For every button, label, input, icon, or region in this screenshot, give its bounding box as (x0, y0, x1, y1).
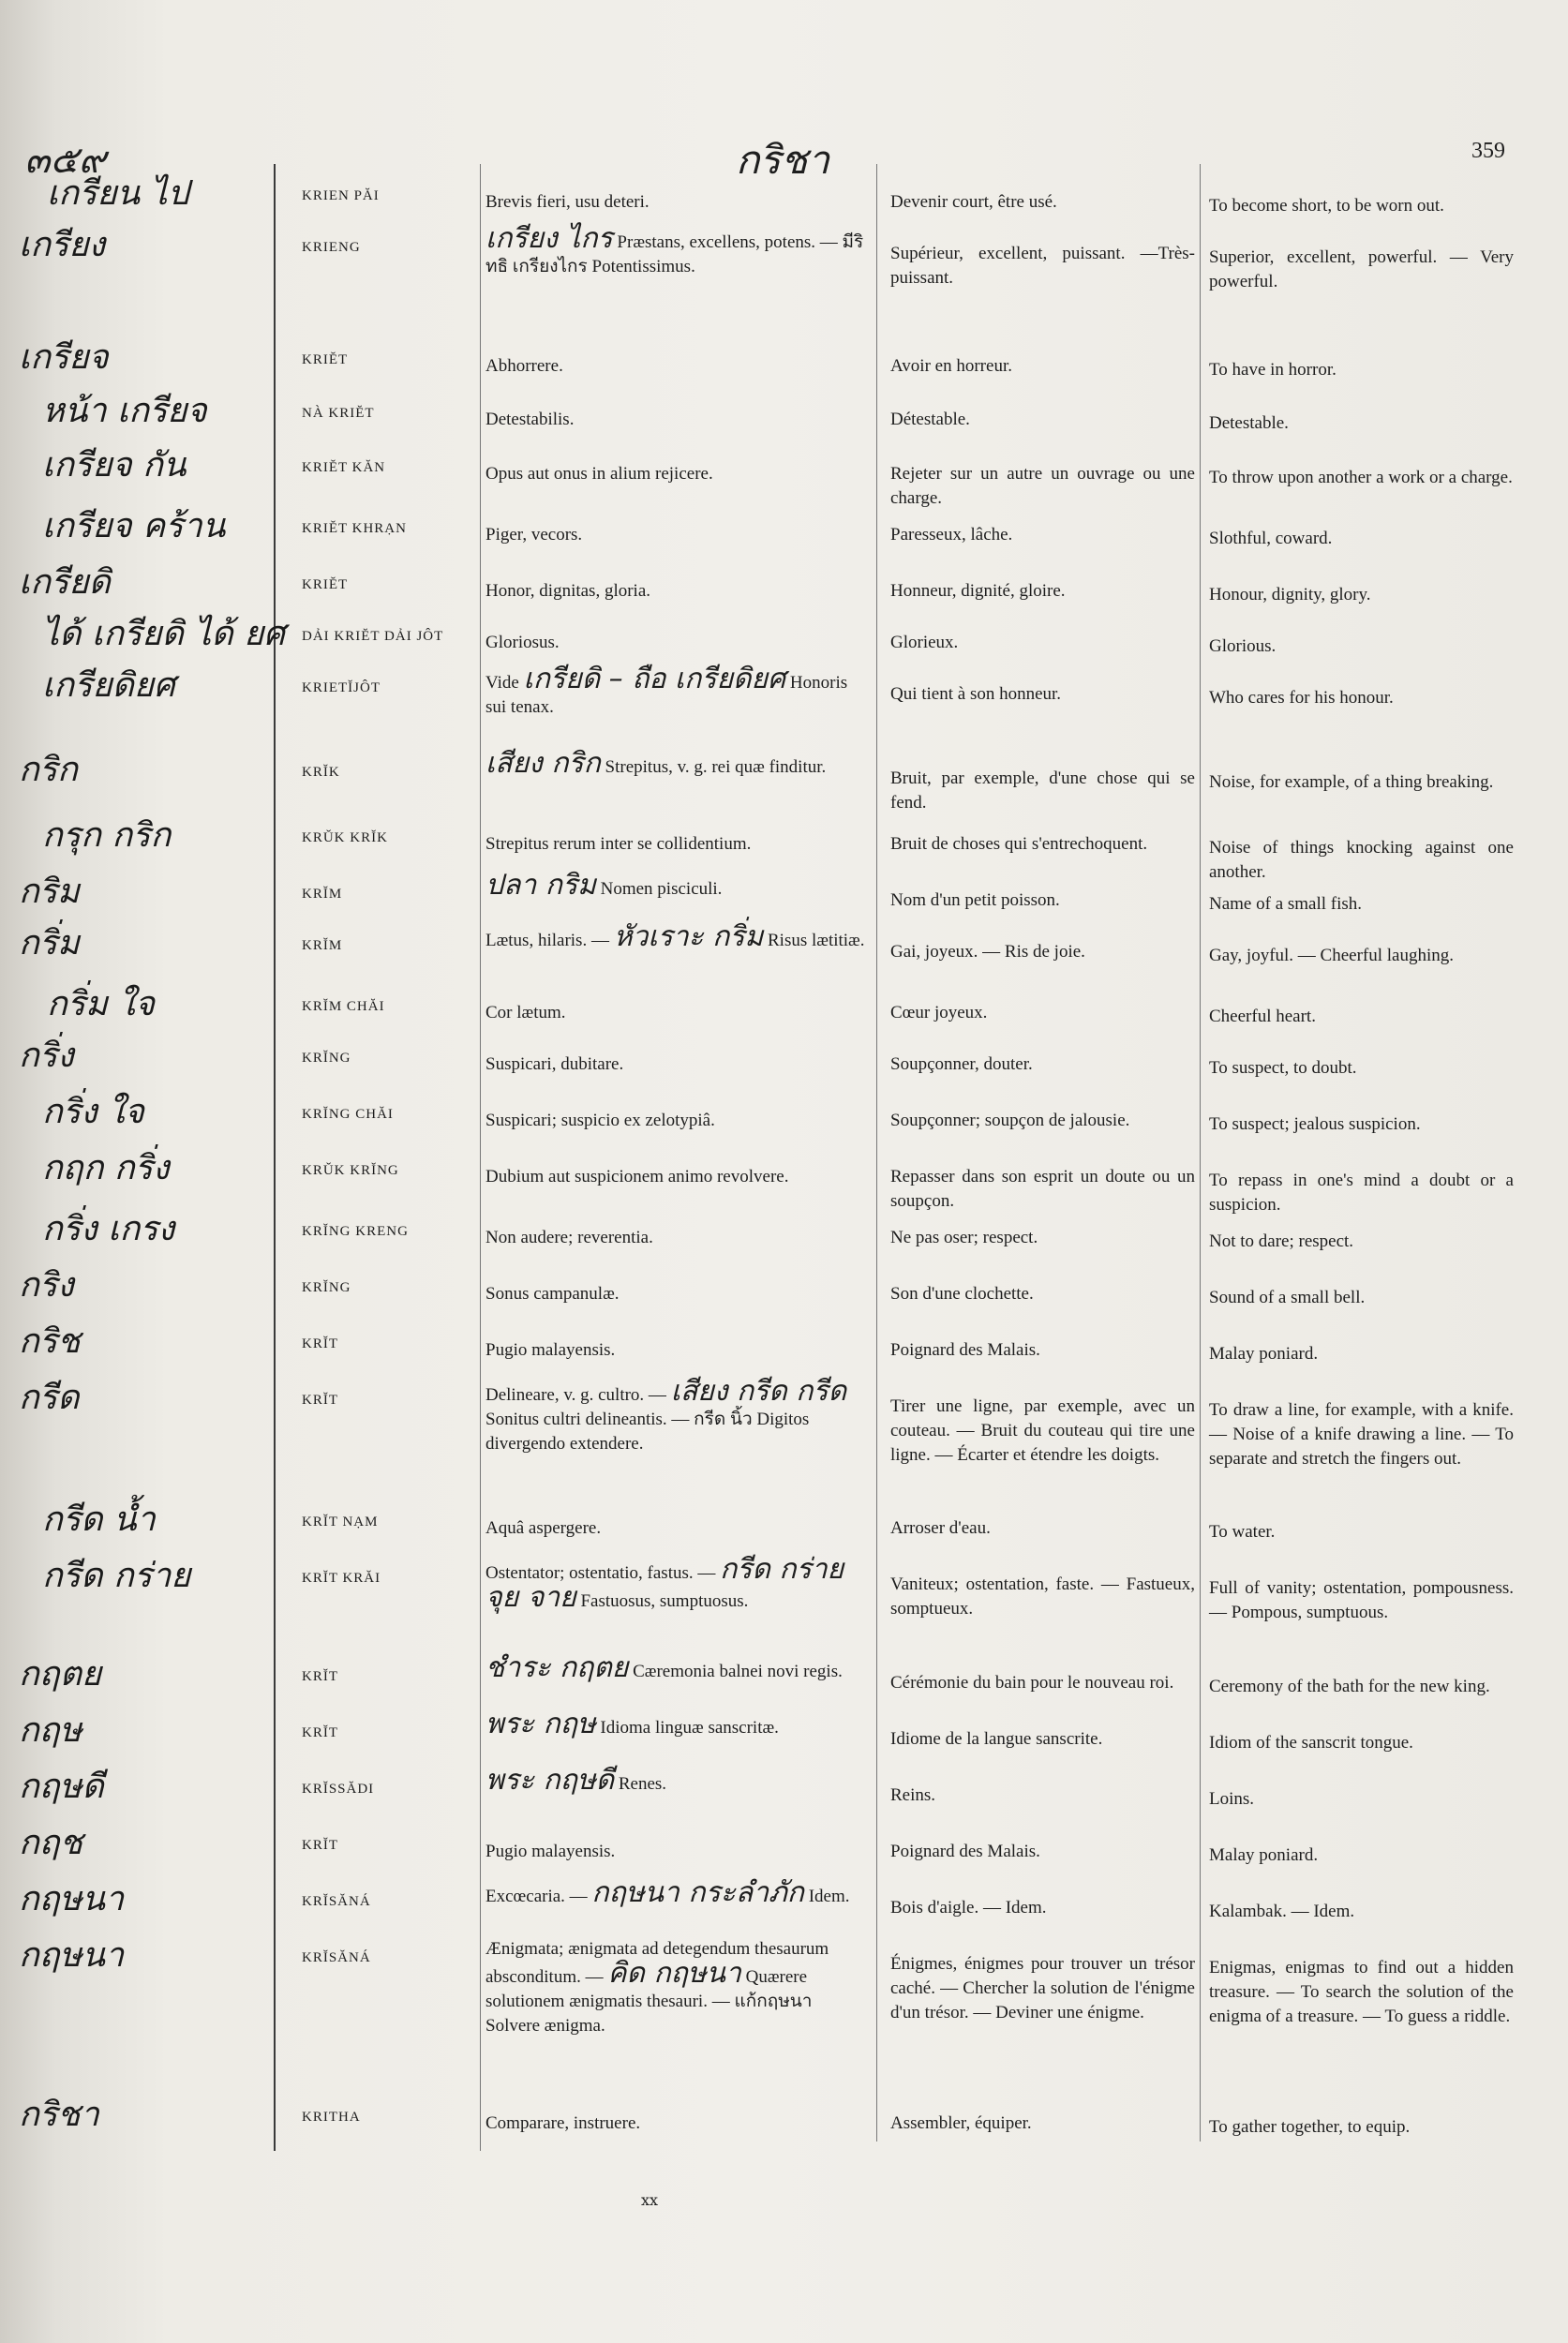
latin-text-after: Quærere solutionem ænigmatis thesauri. — แก้กฤษนา Solvere ænigma. (485, 1967, 813, 2036)
thai-headword: กริก (19, 751, 78, 789)
latin-definition (485, 1278, 870, 1306)
latin-definition (485, 747, 870, 780)
column-rule-headword (274, 164, 276, 2151)
latin-text: Piger, vecors. (485, 525, 583, 545)
thai-headword: กริช (19, 1322, 81, 1361)
romanization: KRIĔT KHRẠN (302, 521, 407, 536)
latin-definition (485, 1708, 870, 1740)
latin-text: Pugio malayensis. (485, 1842, 616, 1861)
french-definition: Honneur, dignité, gloire. (890, 581, 1066, 601)
latin-definition (485, 997, 870, 1025)
french-definition: Poignard des Malais. (890, 1842, 1040, 1861)
latin-text: Strepitus rerum inter se collidentium. (485, 834, 752, 854)
romanization: KRĬNG (302, 1280, 351, 1295)
thai-headword: เกรียจ คร้าน (42, 507, 226, 545)
latin-definition (485, 1161, 870, 1189)
latin-text-after: Idem. (808, 1887, 850, 1906)
french-definition: Paresseux, lâche. (890, 525, 1013, 545)
thai-headword: กรุก กริก (42, 816, 172, 855)
english-definition: Malay poniard. (1209, 1845, 1319, 1865)
latin-definition (485, 869, 870, 902)
thai-page-number: ๓๕๙ (24, 139, 106, 182)
latin-text: Aquâ aspergere. (485, 1518, 602, 1538)
latin-text: Vide (485, 673, 519, 693)
french-definition: Cérémonie du bain pour le nouveau roi. (890, 1673, 1174, 1693)
latin-thai-phrase: หัวเราะ กริ่ม (613, 920, 764, 953)
romanization: KRĬT (302, 1725, 338, 1740)
french-definition: Bruit, par exemple, d'une chose qui se fend. (890, 769, 1195, 813)
romanization: KRŬK KRĬK (302, 830, 388, 845)
thai-headword: หน้า เกรียจ (42, 392, 207, 430)
french-definition: Ne pas oser; respect. (890, 1228, 1038, 1247)
latin-definition (485, 458, 870, 486)
english-definition: Glorious. (1209, 636, 1277, 656)
column-rule-latin (876, 164, 877, 2142)
latin-text: Dubium aut suspicionem animo revolvere. (485, 1167, 789, 1186)
romanization: KRĬM (302, 887, 343, 902)
romanization: KRĬT KRĂI (302, 1571, 381, 1586)
english-definition: Kalambak. — Idem. (1209, 1902, 1355, 1921)
latin-definition (485, 1222, 870, 1250)
latin-text-after: Idioma linguæ sanscritæ. (600, 1718, 779, 1738)
english-definition: Loins. (1209, 1789, 1255, 1809)
english-definition: Full of vanity; ostentation, pompousness. — Pompous, sumptuous. (1209, 1578, 1514, 1622)
romanization: KRIĔT KĂN (302, 460, 386, 475)
english-definition: Honour, dignity, glory. (1209, 585, 1371, 604)
latin-thai-phrase: ชำระ กฤตย (485, 1651, 629, 1684)
latin-text-after: Nomen pisciculi. (600, 879, 723, 899)
thai-headword: กริ่ม ใจ (47, 985, 155, 1023)
latin-text: Sonus campanulæ. (485, 1284, 620, 1304)
english-definition: Detestable. (1209, 413, 1289, 433)
latin-text: Non audere; reverentia. (485, 1228, 653, 1247)
latin-definition (485, 1937, 870, 2038)
latin-definition (485, 663, 870, 720)
thai-headword: กริ่ม (19, 924, 80, 963)
romanization: KRITHA (302, 2110, 361, 2125)
romanization: KRĬSĂNÁ (302, 1950, 371, 1965)
thai-headword: กริชา (19, 2096, 99, 2134)
romanization: KRŬK KRĬNG (302, 1163, 399, 1178)
latin-text: Suspicari; suspicio ex zelotypiâ. (485, 1111, 715, 1130)
latin-text: Ostentator; ostentatio, fastus. — (485, 1563, 716, 1583)
french-definition: Arroser d'eau. (890, 1518, 991, 1538)
latin-text: Honor, dignitas, gloria. (485, 581, 651, 601)
latin-text: Opus aut onus in alium rejicere. (485, 464, 713, 484)
thai-headword: กฤษนา (19, 1880, 125, 1918)
thai-headword: กฤก กริ่ง (42, 1149, 170, 1187)
latin-thai-phrase: ปลา กริม (485, 869, 596, 902)
english-definition: To become short, to be worn out. (1209, 196, 1444, 216)
english-definition: To gather together, to equip. (1209, 2117, 1411, 2137)
english-definition: To draw a line, for example, with a knife. — Noise of a knife drawing a line. — To separate and stretch the fingers out. (1209, 1400, 1514, 1469)
romanization: KRĬSĂNÁ (302, 1894, 371, 1909)
english-definition: Noise, for example, of a thing breaking. (1209, 772, 1494, 792)
english-definition: To suspect, to doubt. (1209, 1058, 1357, 1078)
thai-headword: กฤตย (19, 1655, 102, 1694)
romanization: KRĬNG KRENG (302, 1224, 409, 1239)
french-definition: Qui tient à son honneur. (890, 684, 1062, 704)
english-definition: Idiom of the sanscrit tongue. (1209, 1733, 1413, 1753)
romanization: NÀ KRIĔT (302, 406, 375, 421)
latin-definition (485, 1876, 870, 1909)
latin-thai-phrase: กฤษนา กระลำภัก (591, 1876, 804, 1909)
latin-definition (485, 575, 870, 604)
romanization: DẢI KRIĔT DẢI JÔT (302, 629, 444, 644)
thai-headword: เกรียจ กัน (42, 446, 187, 485)
thai-headword: กฤช (19, 1824, 83, 1862)
french-definition: Cœur joyeux. (890, 1003, 988, 1022)
english-definition: Gay, joyful. — Cheerful laughing. (1209, 946, 1455, 965)
thai-headword: กริง (19, 1266, 74, 1305)
thai-headword: กรีด น้ำ (42, 1500, 156, 1539)
thai-headword: กริ่ง ใจ (42, 1093, 144, 1131)
romanization: KRĬM CHĂI (302, 999, 385, 1014)
latin-definition (485, 1764, 870, 1797)
english-definition: Cheerful heart. (1209, 1007, 1316, 1026)
latin-definition (485, 1836, 870, 1864)
french-definition: Avoir en horreur. (890, 356, 1012, 376)
french-definition: Supérieur, excellent, puissant. —Très-puissant. (890, 244, 1195, 288)
french-definition: Nom d'un petit poisson. (890, 890, 1060, 910)
latin-text-after: Risus lætitiæ. (768, 931, 865, 950)
romanization: KRĬT (302, 1669, 338, 1684)
romanization: KRĬNG CHĂI (302, 1107, 394, 1122)
latin-thai-phrase: คิด กฤษนา (607, 1957, 741, 1990)
french-definition: Reins. (890, 1785, 936, 1805)
french-definition: Glorieux. (890, 633, 959, 652)
latin-text: Suspicari, dubitare. (485, 1054, 624, 1074)
latin-text: Brevis fieri, usu deteri. (485, 192, 650, 212)
english-definition: Name of a small fish. (1209, 894, 1363, 914)
romanization: KRĬT (302, 1393, 338, 1408)
romanization: KRĬT (302, 1838, 338, 1853)
english-definition: Enigmas, enigmas to find out a hidden treasure. — To search the solution of the enigma of a treasure. — To guess a riddle. (1209, 1958, 1514, 2026)
english-definition: Noise of things knocking against one another. (1209, 838, 1514, 882)
latin-definition (485, 1335, 870, 1363)
latin-definition (485, 404, 870, 432)
latin-thai-phrase: เสียง กรีด กรีด (670, 1375, 847, 1408)
english-definition: To throw upon another a work or a charge. (1209, 468, 1513, 487)
latin-text: Cor lætum. (485, 1003, 566, 1022)
thai-headword: กรีด กร่าย (42, 1557, 191, 1595)
latin-text: Delineare, v. g. cultro. — (485, 1385, 666, 1405)
romanization: KRĬNG (302, 1051, 351, 1066)
english-definition: Malay poniard. (1209, 1344, 1319, 1364)
latin-thai-phrase: พระ กฤษดี (485, 1764, 615, 1797)
latin-thai-phrase: กรีด กร่าย จุย จาย (485, 1553, 844, 1614)
romanization: KRĬSSĂDI (302, 1782, 375, 1797)
latin-definition (485, 2108, 870, 2136)
latin-text: Excœcaria. — (485, 1887, 588, 1906)
thai-headword: กริ่ง (19, 1037, 74, 1075)
thai-headword: ได้ เกรียดิ ได้ ยศ (42, 615, 286, 653)
latin-definition (485, 187, 870, 215)
romanization: KRIEN PĂI (302, 188, 380, 203)
french-definition: Poignard des Malais. (890, 1340, 1040, 1360)
english-definition: To repass in one's mind a doubt or a suspicion. (1209, 1171, 1514, 1215)
latin-thai-phrase: พระ กฤษ (485, 1708, 596, 1740)
latin-definition (485, 1553, 870, 1614)
thai-headword: กฤษ (19, 1711, 82, 1750)
english-definition: Sound of a small bell. (1209, 1288, 1366, 1307)
latin-thai-phrase: เสียง กริก (485, 747, 601, 780)
latin-text: Abhorrere. (485, 356, 563, 376)
thai-headword: เกรียดิยศ (42, 666, 175, 705)
romanization: KRIĔT (302, 577, 349, 592)
english-definition: To have in horror. (1209, 360, 1337, 380)
french-definition: Soupçonner; soupçon de jalousie. (890, 1111, 1130, 1130)
latin-definition (485, 828, 870, 857)
romanization: KRIĔT (302, 352, 349, 367)
latin-thai-phrase: เกรียง ไกร (485, 222, 613, 255)
latin-definition (485, 1105, 870, 1133)
english-definition: Ceremony of the bath for the new king. (1209, 1677, 1490, 1696)
french-definition: Détestable. (890, 410, 970, 429)
latin-definition (485, 1513, 870, 1541)
latin-text-after: Sonitus cultri delineantis. — กรีด นิ้ว Digitos divergendo extendere. (485, 1410, 810, 1454)
latin-thai-phrase: เกรียดิ – ถือ เกรียดิยศ (523, 663, 786, 695)
latin-text-after: Cæremonia balnei novi regis. (633, 1662, 843, 1681)
latin-text: Detestabilis. (485, 410, 575, 429)
latin-definition (485, 222, 870, 279)
french-definition: Devenir court, être usé. (890, 192, 1057, 212)
french-definition: Tirer une ligne, par exemple, avec un couteau. — Bruit du couteau qui tire une ligne. — Écarter et étendre les doigts. (890, 1396, 1195, 1465)
latin-text: Gloriosus. (485, 633, 560, 652)
latin-text-after: Renes. (618, 1774, 667, 1794)
latin-text-after: Præstans, excellens, potens. — มีริทธิ เกรียงไกร Potentissimus. (485, 232, 864, 276)
romanization: KRĬT (302, 1336, 338, 1351)
romanization: KRIETĬJÔT (302, 680, 381, 695)
english-definition: Superior, excellent, powerful. — Very powerful. (1209, 247, 1514, 291)
romanization: KRĬM (302, 938, 343, 953)
column-rule-french (1200, 164, 1201, 2142)
thai-headword: เกรียง (19, 226, 106, 264)
thai-headword: กรีด (19, 1379, 80, 1417)
english-definition: To suspect; jealous suspicion. (1209, 1114, 1421, 1134)
french-definition: Idiome de la langue sanscrite. (890, 1729, 1103, 1749)
latin-text: Ænigmata; ænigmata ad detegendum thesaurum absconditum. — (485, 1939, 829, 1987)
latin-text: Pugio malayensis. (485, 1340, 616, 1360)
thai-headword: เกรียจ (19, 338, 109, 377)
latin-definition (485, 519, 870, 547)
latin-text-after: Honoris sui tenax. (485, 673, 848, 717)
romanization: KRĬT NẠM (302, 1515, 379, 1530)
latin-text-after: Fastuosus, sumptuosus. (580, 1591, 749, 1611)
french-definition: Rejeter sur un autre un ouvrage ou une charge. (890, 464, 1195, 508)
thai-headword: เกรียดิ (19, 563, 111, 602)
latin-text-after: Strepitus, v. g. rei quæ finditur. (605, 757, 827, 777)
latin-definition (485, 1049, 870, 1077)
french-definition: Bruit de choses qui s'entrechoquent. (890, 834, 1148, 854)
english-definition: To water. (1209, 1522, 1276, 1542)
latin-definition (485, 1651, 870, 1684)
french-definition: Soupçonner, douter. (890, 1054, 1033, 1074)
thai-headword: กฤษนา (19, 1936, 125, 1975)
thai-headword: กริ่ง เกรง (42, 1210, 175, 1248)
english-definition: Slothful, coward. (1209, 529, 1333, 548)
latin-definition (485, 351, 870, 379)
romanization: KRIENG (302, 240, 361, 255)
running-head: กริชา (736, 137, 830, 183)
latin-text: Lætus, hilaris. — (485, 931, 609, 950)
thai-headword: เกรียน ไป (47, 174, 189, 213)
english-definition: Who cares for his honour. (1209, 688, 1394, 708)
french-definition: Énigmes, énigmes pour trouver un trésor caché. — Chercher la solution de l'énigme d'un trésor. — Deviner une énigme. (890, 1954, 1195, 2022)
page-number: 359 (1471, 139, 1505, 163)
french-definition: Assembler, équiper. (890, 2113, 1032, 2133)
thai-headword: กฤษดี (19, 1768, 104, 1806)
thai-headword: กริม (19, 873, 80, 911)
latin-definition (485, 1375, 870, 1456)
french-definition: Gai, joyeux. — Ris de joie. (890, 942, 1085, 962)
french-definition: Vaniteux; ostentation, faste. — Fastueux, somptueux. (890, 1574, 1195, 1619)
page-header (0, 129, 1568, 183)
french-definition: Bois d'aigle. — Idem. (890, 1898, 1047, 1918)
english-definition: Not to dare; respect. (1209, 1231, 1354, 1251)
latin-text: Comparare, instruere. (485, 2113, 641, 2133)
footer-mark: xx (641, 2191, 659, 2209)
french-definition: Repasser dans son esprit un doute ou un soupçon. (890, 1167, 1195, 1211)
romanization: KRĬK (302, 765, 340, 780)
french-definition: Son d'une clochette. (890, 1284, 1034, 1304)
latin-definition (485, 920, 870, 953)
latin-definition (485, 627, 870, 655)
